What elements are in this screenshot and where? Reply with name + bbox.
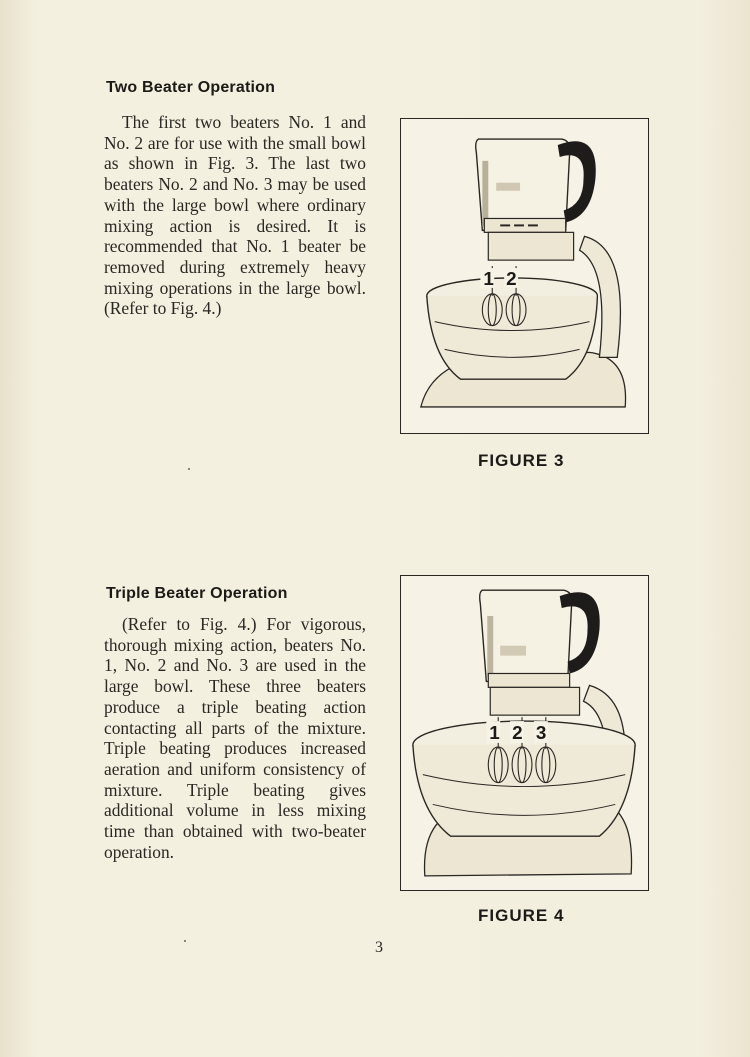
mixer-motor <box>480 590 572 681</box>
two-beater-paragraph <box>104 112 366 319</box>
two-beater-body: The first two beaters No. 1 and No. 2 are for use with the small bowl as shown in Fig. 3. The last two beaters No. 2 and No. 3 may be used with the large bowl where ordinary mixing action is desired. It is recommended that No. 1 beater be removed during extremely heavy mixing operations in the large bowl. (Refer to Fig. 4.) <box>104 112 366 319</box>
figure-3-frame <box>400 118 649 434</box>
figure-3-caption: FIGURE 3 <box>478 451 565 470</box>
paper-speck <box>188 468 190 470</box>
mixer-motor <box>476 139 570 230</box>
figure-3-illustration <box>401 119 648 433</box>
figure-4-frame <box>400 575 649 891</box>
page-number: 3 <box>375 939 383 956</box>
figure-4-label-2: 2 <box>512 721 523 743</box>
figure-3-label-1: 1 <box>483 267 494 289</box>
mixer-bowl <box>413 745 635 836</box>
paper-speck <box>184 940 186 942</box>
triple-beater-body: (Refer to Fig. 4.) For vigorous, thorough mixing action, beaters No. 1, No. 2 and No. 3 are used in the large bowl. These three beaters produce a triple beating action contacting all parts of the mixture. Triple beating produces increased aeration and uniform consistency of mixture. Triple beating gives additional volume in less mixing time than obtained with two-beater operation. <box>104 614 366 862</box>
figure-4-label-1: 1 <box>489 721 500 743</box>
triple-beater-heading: Triple Beater Operation <box>106 585 288 602</box>
figure-3-label-2: 2 <box>506 267 517 289</box>
figure-4-illustration <box>401 576 648 890</box>
figure-4-label-3: 3 <box>535 721 547 743</box>
triple-beater-paragraph <box>104 614 366 862</box>
two-beater-heading: Two Beater Operation <box>106 79 276 96</box>
figure-4-caption: FIGURE 4 <box>478 906 565 925</box>
